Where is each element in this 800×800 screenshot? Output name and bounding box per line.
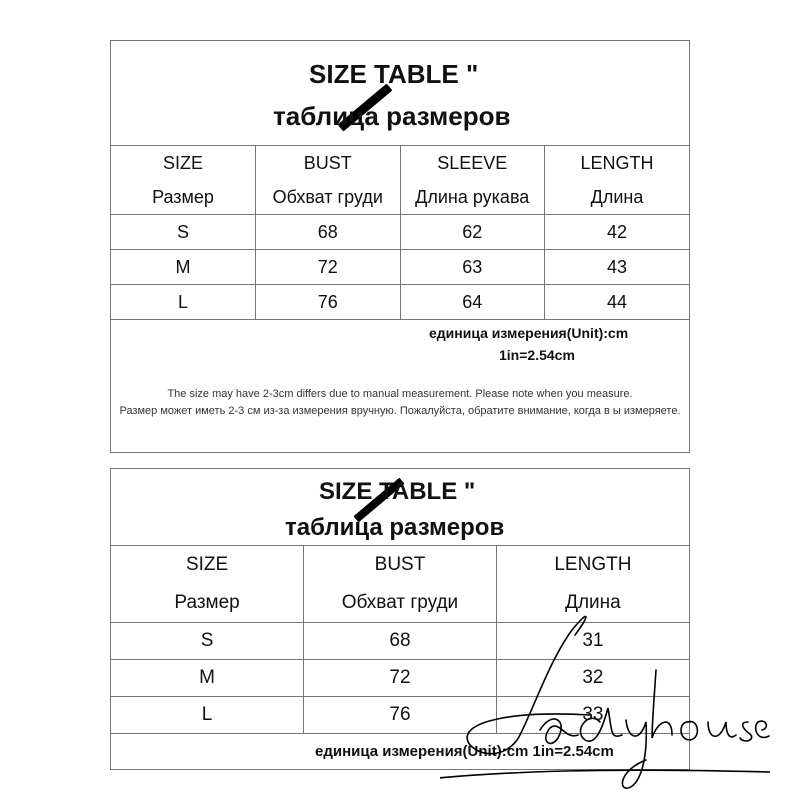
cell-size: S <box>111 215 256 250</box>
header-ru: Длина <box>590 187 644 207</box>
header-ru: Обхват груди <box>341 592 459 613</box>
header-en: BUST <box>303 153 352 173</box>
table-title: SIZE TABLE " <box>309 59 479 89</box>
unit-label: единица измерения(Unit):cm 1in=2.54cm <box>315 743 614 760</box>
cell-length: 43 <box>545 250 690 285</box>
cell-size: L <box>111 285 256 320</box>
cell-bust: 76 <box>304 697 497 734</box>
cell-length: 44 <box>545 285 690 320</box>
header-ru: Размер <box>152 187 214 207</box>
header-en: LENGTH <box>554 554 632 575</box>
header-size <box>111 546 304 623</box>
table-row <box>111 250 689 285</box>
cell-size: M <box>111 660 304 697</box>
header-ru: Обхват груди <box>272 187 383 207</box>
header-en: SLEEVE <box>437 153 508 173</box>
header-en: SIZE <box>185 554 229 575</box>
unit-notes <box>111 320 689 450</box>
header-length <box>496 546 689 623</box>
header-size <box>111 146 256 215</box>
unit-line <box>111 734 689 770</box>
cell-sleeve: 62 <box>400 215 545 250</box>
header-bust <box>256 146 401 215</box>
cell-size: S <box>111 623 304 660</box>
table-header <box>111 469 689 546</box>
measurement-note-en: The size may have 2-3cm differs due to manual measurement. Please note when you measure. <box>167 388 633 400</box>
cell-bust: 72 <box>304 660 497 697</box>
header-ru: Длина рукава <box>415 187 530 207</box>
table-header <box>111 41 689 146</box>
cell-length: 42 <box>545 215 690 250</box>
size-grid <box>111 546 689 734</box>
cell-length: 31 <box>496 623 689 660</box>
cell-size: L <box>111 697 304 734</box>
header-en: SIZE <box>162 153 203 173</box>
header-en: BUST <box>374 554 426 575</box>
measurement-note-ru: Размер может иметь 2-3 см из-за измерения вручную. Пожалуйста, обратите внимание, когда в ы измеряете. <box>119 405 681 417</box>
cell-sleeve: 64 <box>400 285 545 320</box>
cell-length: 32 <box>496 660 689 697</box>
cell-sleeve: 63 <box>400 250 545 285</box>
unit-label: единица измерения(Unit):cm <box>429 325 629 341</box>
size-table-2 <box>110 468 690 770</box>
table-title: SIZE TABLE " <box>319 478 476 505</box>
header-length <box>545 146 690 215</box>
table-row <box>111 697 689 734</box>
size-table-1 <box>110 40 690 453</box>
header-ru: Длина <box>565 592 621 613</box>
table-row <box>111 623 689 660</box>
unit-conversion: 1in=2.54cm <box>499 347 575 363</box>
cell-bust: 72 <box>256 250 401 285</box>
cell-length: 33 <box>496 697 689 734</box>
table-subtitle: таблица размеров <box>285 514 505 541</box>
cell-bust: 68 <box>304 623 497 660</box>
size-grid <box>111 146 689 320</box>
table-row <box>111 660 689 697</box>
header-bust <box>304 546 497 623</box>
table-subtitle: таблица размеров <box>273 101 511 131</box>
cell-size: M <box>111 250 256 285</box>
cell-bust: 76 <box>256 285 401 320</box>
table-row <box>111 285 689 320</box>
header-sleeve <box>400 146 545 215</box>
header-en: LENGTH <box>580 153 654 173</box>
header-ru: Размер <box>174 592 240 613</box>
table-row <box>111 215 689 250</box>
cell-bust: 68 <box>256 215 401 250</box>
